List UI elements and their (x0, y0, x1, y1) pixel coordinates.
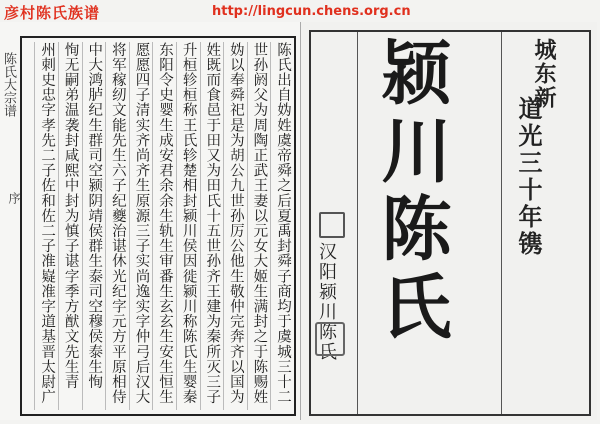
preface-text (22, 38, 294, 414)
cover-edition: 城东新 (531, 38, 557, 110)
preface-page (0, 22, 301, 420)
watermark-title: 彦村陈氏族谱 (4, 4, 101, 22)
text-column: 升桓轸桓称王氏轸楚相封颍川侯因徙颍川称陈氏生婴秦 (176, 42, 200, 410)
cover-mark: 汉阳颍川陈氏 (316, 242, 337, 362)
text-column: 姓既而食邑于田又为田氏十五世孙齐王建为秦所灭三子 (200, 42, 224, 410)
text-column: 中大鸿胪纪生群司空颍阴靖侯群生泰司空穆侯泰生恂 (82, 42, 106, 410)
cover-title: 颍川陈氏 (370, 36, 453, 348)
cover-year: 道光三十年镌 (514, 96, 543, 258)
text-column: 妫以奉舜祀是为胡公九世孙厉公他生敬仲完奔齐以国为 (223, 42, 247, 410)
text-frame (20, 36, 296, 416)
text-column: 东阳令史婴生成安君余余生轨生审番生玄玄生安生恒生 (152, 42, 176, 410)
watermark-url: http://lingcun.chens.org.cn (212, 4, 411, 19)
cover-rule (357, 32, 358, 414)
text-column: 州刺史忠字孝先二子佐和佐二子准嶷准字道基晋太尉广 (34, 42, 58, 410)
text-column: 愿愿四子清实齐尚齐生原源三子实尚逸实字仲弓后汉大 (129, 42, 153, 410)
spine-title: 陈氏大宗谱 (1, 52, 16, 117)
text-column: 将军稼纫文能先生六子纪夔治谌休光纪字元方平原相侍 (105, 42, 129, 410)
cover-page (301, 22, 597, 420)
seal-stamp (315, 322, 345, 356)
text-column: 恂无嗣弟温袭封咸熙中封为慎子谌字季方猷文先生青 (58, 42, 82, 410)
text-column: 陈氏出自妫姓虞帝舜之后夏禹封舜子商均于虞城三十二 (270, 42, 294, 410)
spine-section: 序 (7, 192, 21, 204)
seal-stamp (319, 212, 345, 238)
text-column: 世孙阏父为周陶正武王妻以元女大姬生满封之于陈赐姓 (247, 42, 271, 410)
cover-rule (501, 32, 502, 414)
